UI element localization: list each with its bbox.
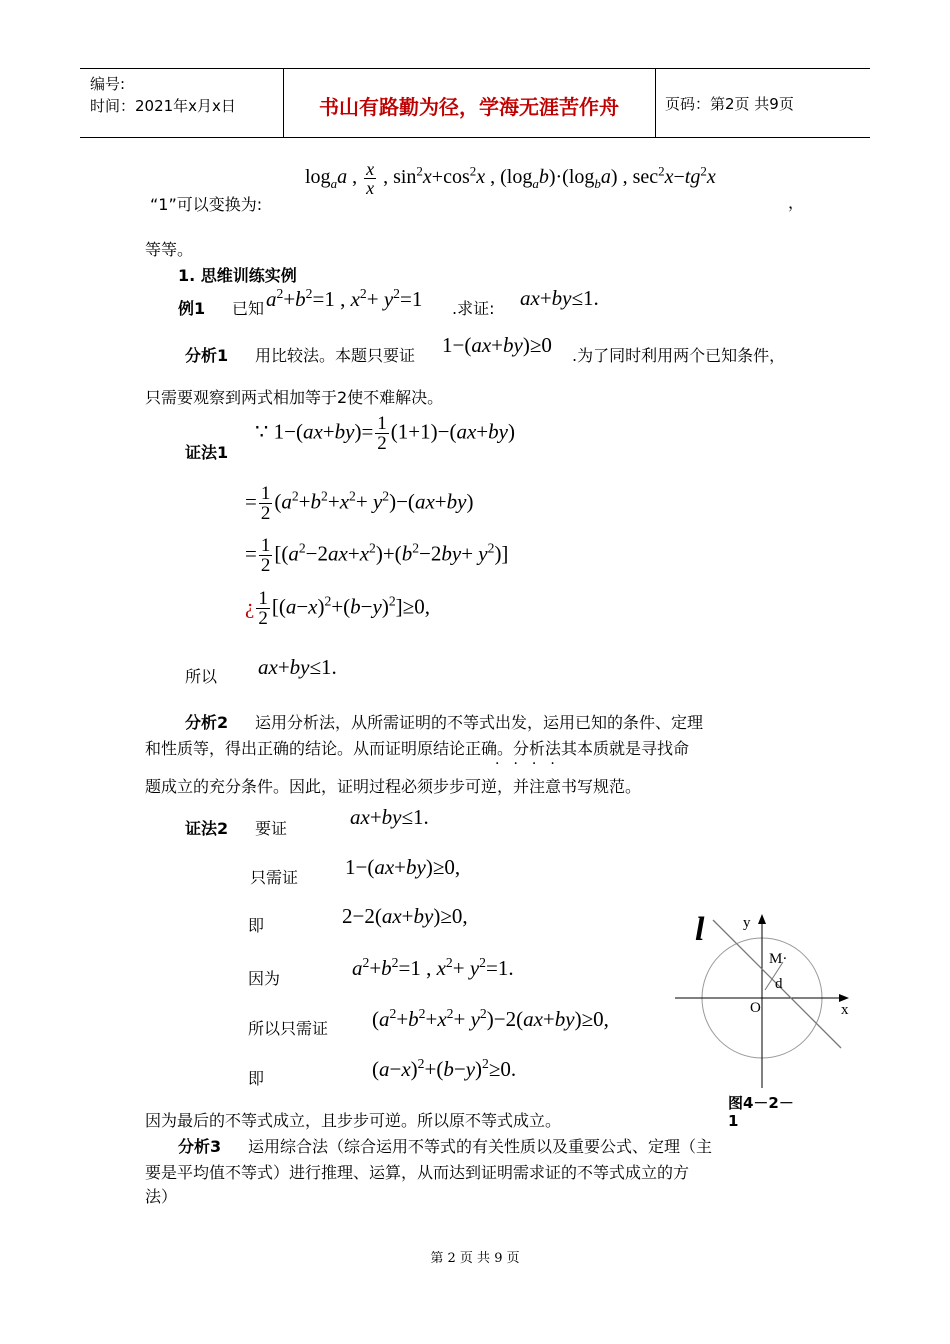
because-label: 因为 [248,969,281,988]
example-label: 例1 [178,299,206,318]
only-need-label: 只需证 [250,868,299,887]
distance-d-label: d [775,976,783,992]
one-transform-list: $\log_aa$ , $\frac{x}{x}$ , $\sin^2x+\cos^2x$ , $(\log_ab)\cdot(\log_ba)$ , $\sec^2x-tg^2x$ [305,159,716,198]
point-m-label: M· [769,951,788,967]
proof2-step4: $(a^2+b^2+x^2+ y^2)-2(ax+by)\ge 0$, [372,1006,609,1031]
figure-caption-number: 1 [728,1112,739,1130]
example-prove: .求证: [452,299,495,318]
page-footer: 第 2 页 共 9 页 [430,1251,520,1266]
proof1-step2: = $\frac{1}{2}$ $(a^2+b^2+x^2+ y^2)-(ax+by)$ [245,483,474,524]
one-intro: “1”可以变换为: [150,195,263,214]
need-prove-label: 要证 [255,819,288,838]
analysis3-label: 分析3 [178,1137,222,1156]
analysis2-line3: 题成立的充分条件。因此，证明过程必须步步可逆，并注意书写规范。 [145,777,642,796]
x-axis-arrow [839,994,849,1002]
y-axis-label: y [743,915,751,931]
header-divider [655,69,656,137]
so-only-need-label: 所以只需证 [248,1019,329,1038]
analysis3-line3: 法） [145,1187,178,1206]
example-goal: ax+by≤1. [520,286,599,310]
x-axis-label: x [841,1002,849,1018]
proof2-step1: 1−(ax+by)≥0, [345,855,461,879]
etc-text: 等等。 [145,240,194,259]
therefore-label: 所以 [185,667,218,686]
analysis2-line1: 运用分析法，从所需证明的不等式出发，运用已知的条件、定理 [255,713,704,732]
analysis1-text-c: 只需要观察到两式相加等于2使不难解决。 [145,388,444,407]
header-meta [90,73,236,117]
analysis1-formula: 1−(ax+by)≥0 [442,333,552,357]
ji-label-2: 即 [248,1069,265,1088]
analysis2-line2: 和性质等，得出正确的结论。从而证明原结论正确。分析法其本质就是寻找命 [145,739,690,758]
header-motto: 书山有路勤为径，学海无涯苦作舟 [319,95,619,119]
analysis1-text-b: .为了同时利用两个已知条件， [572,346,786,365]
proof1-label: 证法1 [185,443,229,462]
proof2-label: 证法2 [185,819,229,838]
proof2-goal: ax+by≤1. [350,805,429,829]
header-time: 时间：2021年x月x日 [90,97,236,115]
analysis1-text-a: 用比较法。本题只要证 [255,346,416,365]
proof2-step2: 2−2(ax+by)≥0, [342,904,468,928]
proof2-step3: $a^2+b^2=1$ , $x^2+ y^2=1$. [352,955,514,980]
one-list-trailing: ， [788,193,805,212]
example-conditions: $a^2+b^2=1$ , $x^2+ y^2=1$ [266,286,423,311]
line-l-label: l [695,911,705,948]
proof1-step3: = $\frac{1}{2}$ $[(a^2-2ax+x^2)+(b^2-2by+ y^2)]$ [245,535,509,576]
figure-unit-circle [665,900,865,1090]
proof2-step5: $(a-x)^2+(b-y)^2\ge 0$. [372,1056,517,1081]
page-header [80,68,870,138]
y-axis-arrow [758,914,766,924]
figure-caption: 图4－2－ [728,1094,794,1112]
header-number: 编号: [90,75,126,93]
analysis3-line2: 要是平均值不等式）进行推理、运算，从而达到证明需求证的不等式成立的方 [145,1163,690,1182]
proof1-step1: ∵ 1−(ax+by)= $\frac{1}{2}$ (1+1)−(ax+by) [255,413,515,454]
proof1-conclusion: ax+by≤1. [258,655,337,679]
analysis2-label: 分析2 [185,713,229,732]
emphasis-dots: ···· [495,756,569,772]
analysis1-label: 分析1 [185,346,229,365]
proof1-step4: ¿ $\frac{1}{2}$ $[(a-x)^2+(b-y)^2]\ge 0$, [245,588,430,629]
header-page-info: 页码：第2页 共9页 [665,95,794,113]
proof2-conclusion: 因为最后的不等式成立，且步步可逆。所以原不等式成立。 [145,1111,562,1130]
example-known: 已知 [232,299,265,318]
origin-label: O [750,1000,761,1016]
ji-label-1: 即 [248,916,265,935]
section-title: 1. 思维训练实例 [178,266,297,285]
analysis3-line1: 运用综合法（综合运用不等式的有关性质以及重要公式、定理（主 [248,1137,713,1156]
